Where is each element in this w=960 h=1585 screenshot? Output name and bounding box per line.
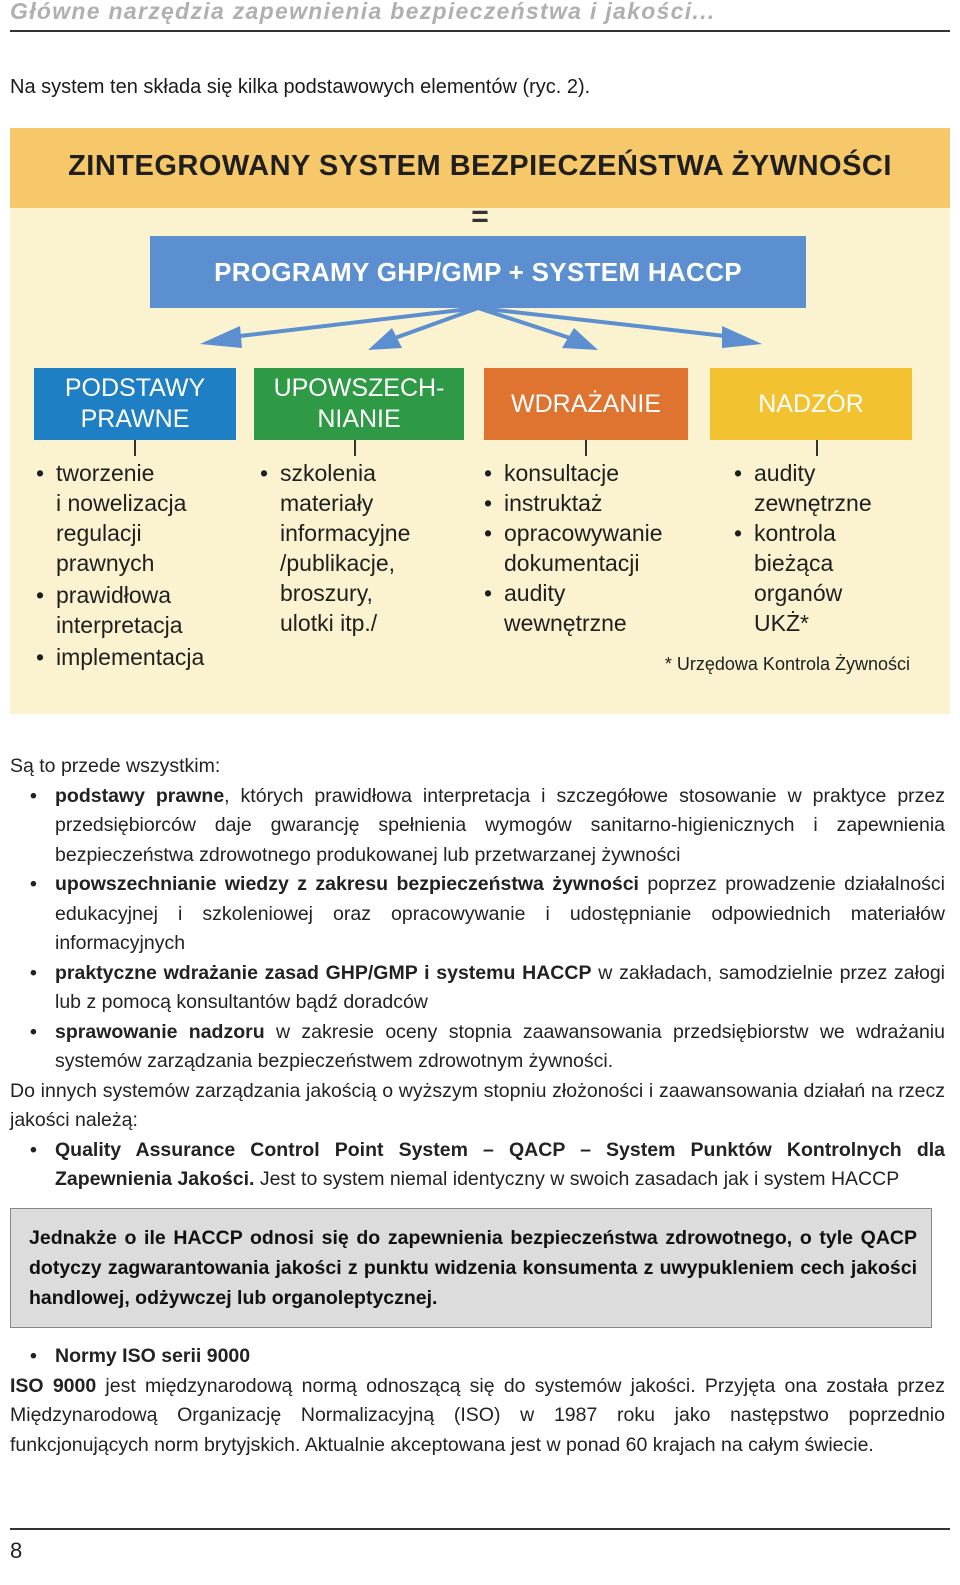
callout-box bbox=[10, 1208, 932, 1328]
arrowhead-3 bbox=[562, 328, 598, 350]
column-podstawy bbox=[36, 458, 204, 672]
list-item bbox=[10, 1136, 945, 1195]
list-item bbox=[734, 458, 872, 518]
lead-text: Są to przede wszystkim: bbox=[10, 755, 221, 777]
item-text: w zakładach, samodzielnie przez załogi lub z pomocą konsultantów bądź doradców bbox=[55, 961, 945, 1013]
box-line: NIANIE bbox=[317, 405, 401, 433]
callout-text: Jednakże o ile HACCP odnosi się do zapewnienia bezpieczeństwa zdrowotnego, o tyle QACP dotyczy zagwarantowania jakości z punktu widzenia konsumenta z uwypukleniem cech jakości handlowej, odżywczej lub organoleptycznej. bbox=[29, 1227, 917, 1309]
list-item bbox=[734, 518, 872, 638]
list-item bbox=[484, 518, 663, 578]
box-line: NADZÓR bbox=[758, 389, 864, 418]
item-line: bieżąca bbox=[754, 550, 834, 576]
box-wdrazanie bbox=[484, 368, 688, 440]
body-section-2 bbox=[10, 1342, 945, 1460]
item-line: • instruktaż bbox=[504, 490, 603, 516]
item-line: • kontrola bbox=[754, 520, 836, 546]
item-line: i nowelizacja bbox=[56, 490, 187, 516]
arrowhead-2 bbox=[368, 328, 402, 350]
figure-footnote: * Urzędowa Kontrola Żywności bbox=[664, 654, 910, 674]
box-upowszechnianie bbox=[254, 368, 464, 440]
item-line: zewnętrzne bbox=[754, 490, 872, 516]
list-item bbox=[10, 782, 945, 871]
item-line: materiały bbox=[280, 490, 374, 516]
item-line: regulacji bbox=[56, 520, 142, 546]
item-line: • konsultacje bbox=[504, 460, 620, 486]
item-text: poprzez prowadzenie działalności edukacyjnej i szkoleniowej oraz opracowywanie i udostępnianie odpowiednich materiałów informacyjnych bbox=[55, 873, 945, 954]
list-item bbox=[484, 458, 663, 488]
list-item bbox=[36, 458, 204, 578]
item-text: w zakresie oceny stopnia zaawansowania przedsiębiorstw we wdrażaniu systemów zarządzania bezpieczeństwem zdrowotnym żywności. bbox=[55, 1020, 945, 1072]
list-item bbox=[36, 642, 204, 672]
connector-line bbox=[354, 440, 356, 456]
item-line: • szkolenia bbox=[280, 460, 376, 486]
box-podstawy-prawne bbox=[34, 368, 236, 440]
item-text: Jest to system niemal identyczny w swoich zasadach jak i system HACCP bbox=[254, 1168, 900, 1190]
connector-line bbox=[585, 440, 587, 456]
list-item bbox=[10, 959, 945, 1018]
item-line: • implementacja bbox=[56, 644, 205, 670]
figure-arrows bbox=[10, 128, 950, 378]
figure-equals-sign: = bbox=[471, 200, 489, 233]
list-item bbox=[260, 458, 410, 638]
bold-term: Quality Assurance Control Point System – QACP – System Punktów Kontrolnych dla Zapewnienia Jakości. bbox=[55, 1138, 945, 1190]
bold-term: podstawy prawne bbox=[55, 784, 225, 807]
list-item bbox=[10, 870, 945, 959]
figure-program-box: PROGRAMY GHP/GMP + SYSTEM HACCP bbox=[150, 236, 806, 308]
running-header bbox=[10, 0, 950, 32]
connector-line bbox=[134, 440, 136, 456]
item-line: UKŻ* bbox=[754, 610, 809, 636]
list-item bbox=[484, 488, 663, 518]
item-text: , których prawidłowa interpretacja i szczegółowe stosowanie w praktyce przez przedsiębiorców daje gwarancję spełnienia wymogów sanitarno-higienicznych i zapewnienia bezpieczeństwa zdrowotnego produkowanej lub przetwarzanej żywności bbox=[55, 784, 945, 866]
bold-term: upowszechnianie wiedzy z zakresu bezpieczeństwa żywności bbox=[55, 873, 639, 895]
intro-text: Na system ten składa się kilka podstawowych elementów (ryc. 2). bbox=[10, 76, 591, 98]
figure-food-safety-system bbox=[10, 128, 950, 714]
box-line: WDRAŻANIE bbox=[511, 389, 661, 418]
item-line: • opracowywanie bbox=[504, 520, 663, 546]
list-item bbox=[10, 1018, 945, 1077]
column-wdrazanie bbox=[484, 458, 663, 638]
arrowhead-1 bbox=[200, 326, 242, 348]
bold-term: ISO 9000 bbox=[10, 1374, 97, 1397]
item-line: broszury, bbox=[280, 580, 373, 606]
footer-rule bbox=[10, 1528, 950, 1530]
item-line: organów bbox=[754, 580, 843, 606]
box-nadzor bbox=[710, 368, 912, 440]
item-line: • audity bbox=[504, 580, 566, 606]
item-line: /publikacje, bbox=[280, 550, 396, 576]
paragraph-text: jest międzynarodową normą odnoszącą się do systemów jakości. Przyjęta ona została przez Międzynarodową Organizację Normalizacyjną (ISO) w 1987 roku jako następstwo poprzednio funkcjonujących norm brytyjskich. Aktualnie akceptowana jest w ponad 60 krajach na całym świecie. bbox=[10, 1374, 945, 1456]
page-number: 8 bbox=[10, 1538, 23, 1563]
column-upowszechnianie bbox=[260, 458, 410, 638]
bullet-list bbox=[10, 1136, 945, 1195]
list-item: • Normy ISO serii 9000 bbox=[10, 1342, 945, 1372]
box-line: UPOWSZECH- bbox=[273, 374, 445, 402]
list-item bbox=[36, 580, 204, 640]
header-title: Główne narzędzia zapewnienia bezpieczeństwa i jakości... bbox=[10, 0, 716, 24]
column-nadzor bbox=[734, 458, 872, 638]
item-line: wewnętrzne bbox=[504, 610, 627, 636]
figure-title: ZINTEGROWANY SYSTEM BEZPIECZEŃSTWA ŻYWNOŚCI bbox=[68, 150, 892, 182]
box-line: PODSTAWY bbox=[64, 374, 206, 402]
item-line: interpretacja bbox=[56, 612, 183, 638]
list-item bbox=[484, 578, 663, 638]
item-line: prawnych bbox=[56, 550, 155, 576]
bullet-list bbox=[10, 1342, 945, 1372]
paragraph: Do innych systemów zarządzania jakością o wyższym stopniu złożoności i zaawansowania działań na rzecz jakości należą: bbox=[10, 1079, 945, 1131]
item-line: dokumentacji bbox=[504, 550, 640, 576]
item-line: ulotki itp./ bbox=[280, 610, 378, 636]
paragraph bbox=[10, 1372, 945, 1461]
item-line: • tworzenie bbox=[56, 460, 155, 486]
item-line: • audity bbox=[754, 460, 816, 486]
bullet-list bbox=[10, 782, 945, 1077]
arrowhead-4 bbox=[722, 326, 762, 348]
bold-term: sprawowanie nadzoru bbox=[55, 1020, 265, 1043]
body-section-1 bbox=[10, 752, 945, 1195]
connector-line bbox=[816, 440, 818, 456]
item-line: informacyjne bbox=[280, 520, 411, 546]
item-line: • prawidłowa bbox=[56, 582, 172, 608]
box-line: PRAWNE bbox=[80, 405, 190, 433]
bold-term: praktyczne wdrażanie zasad GHP/GMP i systemu HACCP bbox=[55, 961, 592, 984]
